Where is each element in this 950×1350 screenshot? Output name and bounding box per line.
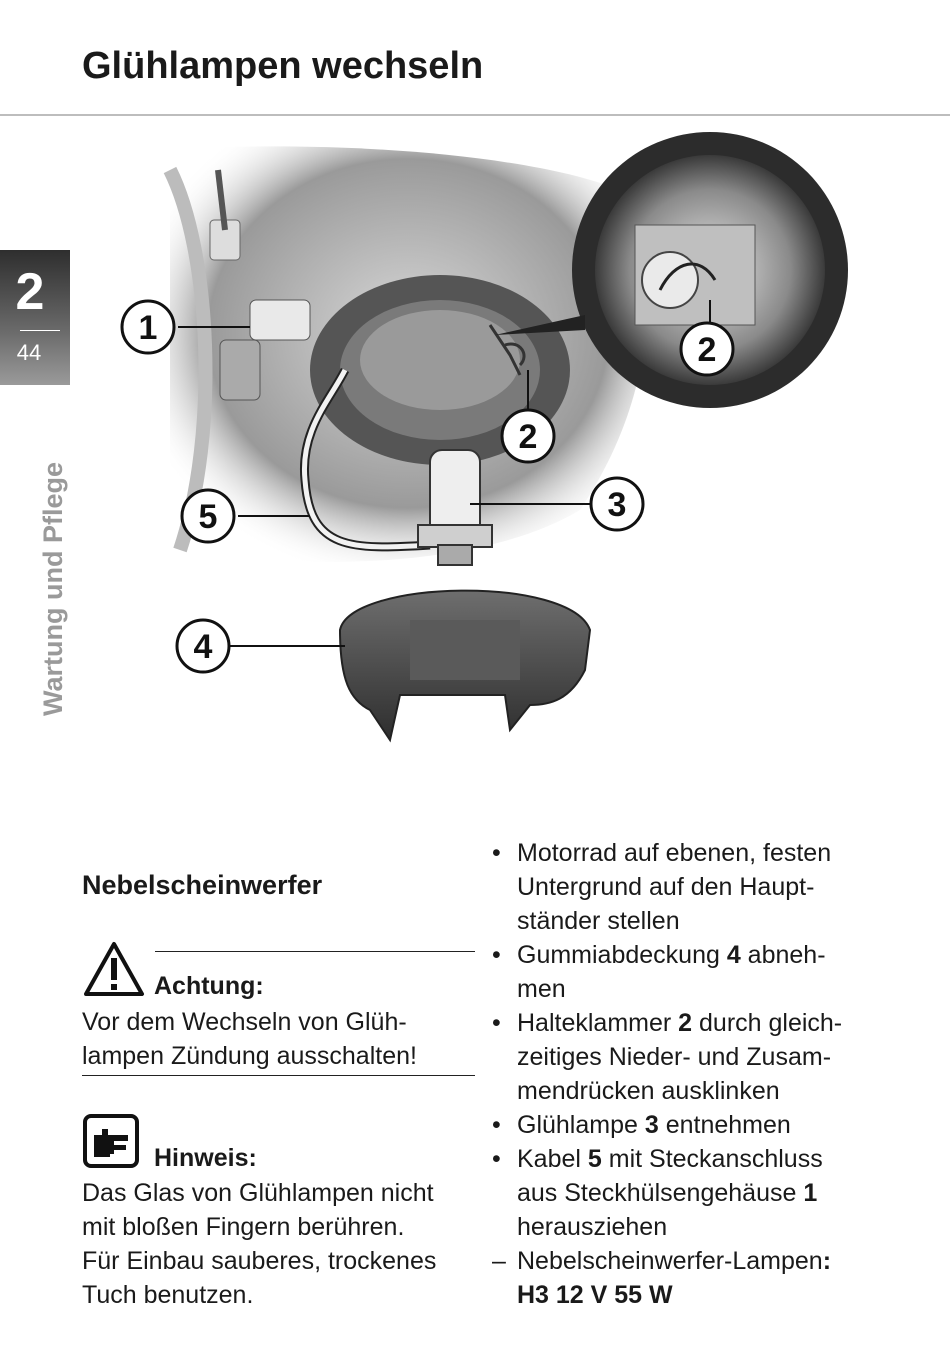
chapter-number: 2 bbox=[15, 263, 45, 321]
list-item: • Glühlampe 3 entnehmen bbox=[492, 1111, 791, 1139]
callout-5 bbox=[182, 490, 234, 542]
list-item: • Kabel 5 mit Steckanschluss aus Steckhülsengehäuse 1 herausziehen bbox=[492, 1145, 823, 1241]
connector-housing bbox=[250, 300, 310, 340]
warning-title: Achtung: bbox=[154, 972, 264, 1000]
svg-text:5: 5 bbox=[198, 498, 218, 536]
warning-text: Vor dem Wechseln von Glüh- lampen Zündung ausschalten! bbox=[82, 1008, 417, 1070]
fog-lamp-illustration bbox=[100, 130, 880, 770]
svg-text:1: 1 bbox=[138, 309, 158, 347]
list-item: • Gummiabdeckung 4 abneh- men bbox=[492, 941, 826, 1003]
callout-3 bbox=[591, 478, 643, 530]
note-text: Das Glas von Glühlampen nicht mit bloßen Fingern berühren. Für Einbau sauberes, trockenes Tuch benutzen. bbox=[82, 1179, 437, 1309]
callout-2-inset bbox=[681, 323, 733, 375]
chapter-rule bbox=[20, 330, 60, 331]
callout-1 bbox=[122, 301, 174, 353]
page-number: 44 bbox=[16, 340, 42, 365]
pointing-hand-note-icon bbox=[82, 1113, 140, 1169]
list-item: • Halteklammer 2 durch gleich- zeitiges Nieder- und Zusam- mendrücken ausklinken bbox=[492, 1009, 843, 1105]
svg-text:2: 2 bbox=[697, 331, 717, 369]
svg-text:2: 2 bbox=[518, 418, 538, 456]
list-item: • Motorrad auf ebenen, festen Untergrund auf den Haupt- ständer stellen bbox=[492, 839, 832, 935]
callout-2-clip bbox=[502, 410, 554, 462]
title-rule bbox=[0, 114, 950, 116]
warning-triangle-icon bbox=[82, 940, 146, 998]
chapter-side-label: Wartung und Pflege bbox=[38, 462, 68, 716]
list-item: – Nebelscheinwerfer-Lampen: H3 12 V 55 W bbox=[492, 1247, 832, 1309]
svg-text:4: 4 bbox=[193, 628, 213, 666]
warning-rule-top bbox=[155, 951, 475, 952]
page-title: Glühlampen wechseln bbox=[82, 45, 484, 87]
section-heading: Nebelscheinwerfer bbox=[82, 870, 323, 900]
callout-4 bbox=[177, 620, 229, 672]
instruction-list bbox=[492, 836, 912, 1312]
svg-text:3: 3 bbox=[607, 486, 627, 524]
warning-rule-bottom bbox=[82, 1075, 475, 1076]
note-title: Hinweis: bbox=[154, 1144, 257, 1172]
